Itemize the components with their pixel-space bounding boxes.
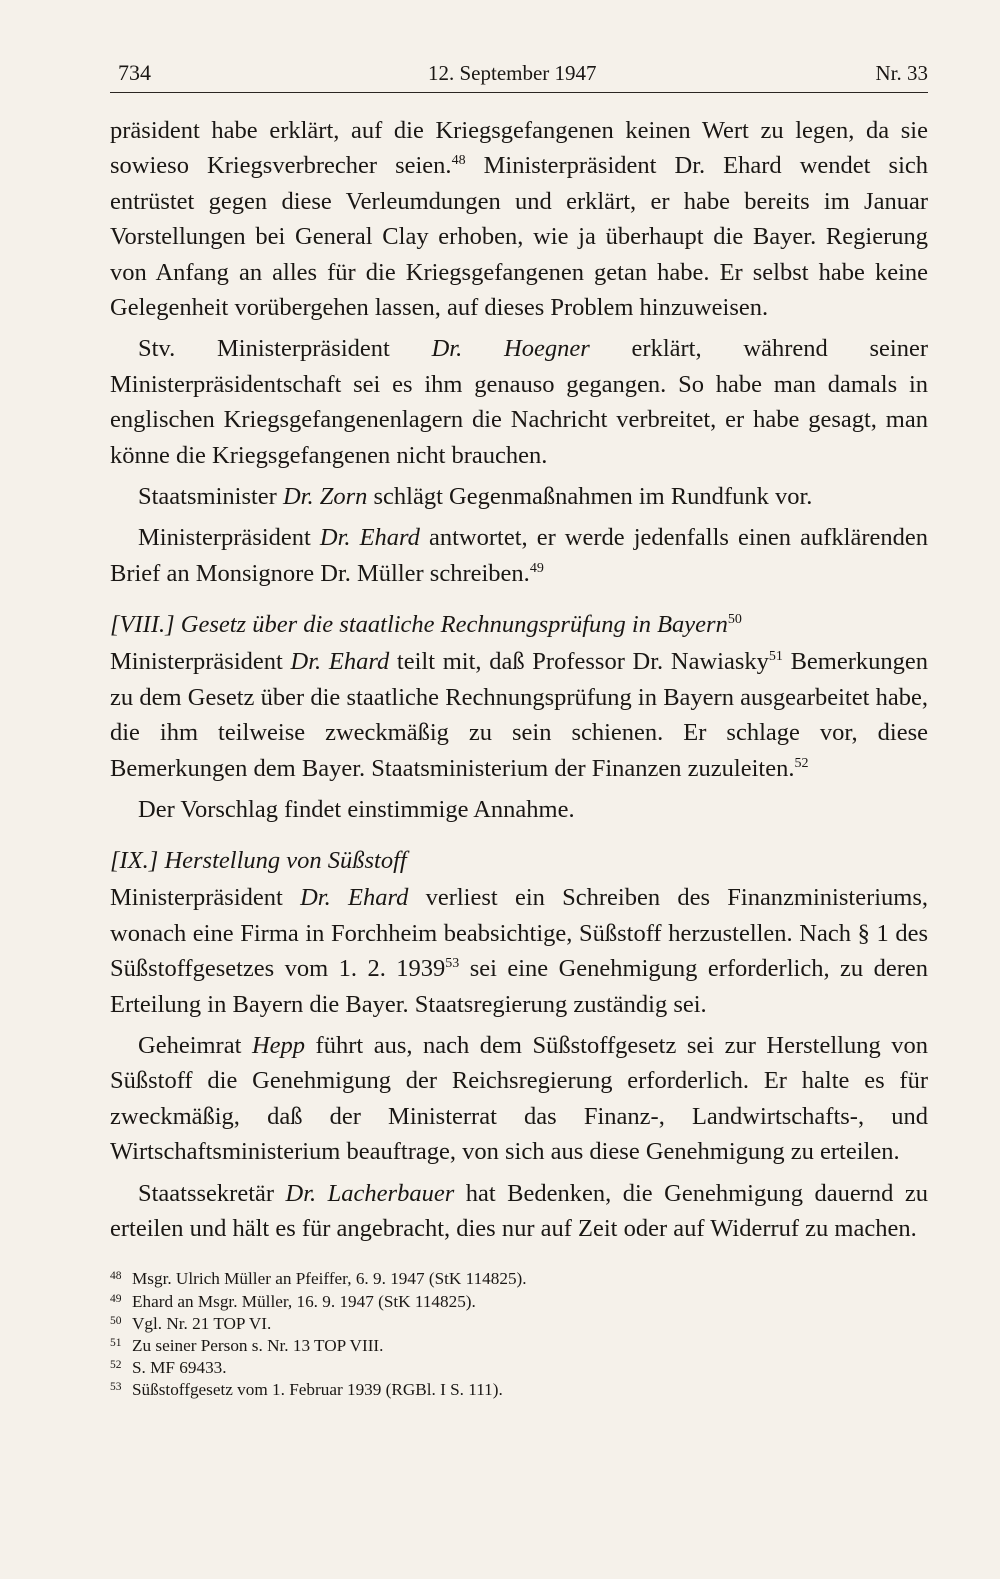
footnote-ref: 53 [445,956,460,972]
paragraph: präsident habe erklärt, auf die Kriegsgefangenen keinen Wert zu legen, da sie sowieso Kriegsverbrecher seien.$^{48}$ Ministerpräsident Dr. Ehard wendet sich entrüstet gegen diese Verleumdungen und erklärt, er habe bereits im Januar Vorstellungen bei General Clay erhoben, wie ja überhaupt die Bayer. Regierung von Anfang an alles für die Kriegsgefangenen getan habe. Er selbst habe keine Gelegenheit vorübergehen lassen, auf dieses Problem hinzuweisen. [110,117,928,322]
speaker-name: Hepp [251,1031,306,1059]
footnote-text: Msgr. Ulrich Müller an Pfeiffer, 6. 9. 1947 (StK 114825). [132,1269,527,1289]
header-date: 12. September 1947 [428,61,597,85]
speaker-name: Dr. Zorn [282,483,368,511]
footnote [110,1379,928,1401]
section-number: [IX.] [110,847,159,875]
footnote-number: 49 [110,1292,122,1305]
footnote [110,1291,928,1313]
footnote-ref: 51 [768,649,783,665]
section-title: Gesetz über die staatliche Rechnungsprüfung in Bayern [180,611,728,639]
paragraph: Geheimrat Hepp führt aus, nach dem Süßstoffgesetz sei zur Herstellung von Süßstoff die Genehmigung der Reichsregierung erforderlich. Er halte es für zweckmäßig, daß der Ministerrat das Finanz-, Landwirtschafts-, und Wirtschaftsministerium beauftrage, von sich aus diese Genehmigung zu erteilen. [110,1031,928,1166]
running-header [110,52,928,93]
footnote-text: Süßstoffgesetz vom 1. Februar 1939 (RGBl. I S. 111). [132,1380,503,1400]
section-heading-viii [110,607,928,642]
speaker-name: Dr. Hoegner [431,335,590,363]
main-text [110,113,928,1246]
footnote [110,1268,928,1290]
footnote-text: Zu seiner Person s. Nr. 13 TOP VIII. [132,1335,384,1355]
section-heading-ix [110,843,928,878]
speaker-name: Dr. Lacherbauer [285,1179,455,1207]
footnote-number: 53 [110,1381,122,1394]
issue-number: Nr. 33 [875,61,928,85]
footnote-ref: 49 [529,560,544,576]
paragraph: Stv. Ministerpräsident Dr. Hoegner erklärt, während seiner Ministerpräsidentschaft sei es ihm genauso gegangen. So habe man damals in englischen Kriegsgefangenenlagern die Nachricht verbreitet, er habe gesagt, man könne die Kriegsgefangenen nicht brauchen. [110,335,929,469]
page-number: 734 [118,60,151,85]
footnote [110,1313,928,1335]
footnote-ref: 52 [794,755,809,771]
footnote [110,1357,928,1379]
paragraph: Ministerpräsident Dr. Ehard antwortet, er werde jedenfalls einen aufklärenden Brief an Monsignore Dr. Müller schreiben.$^{49}$ [110,524,928,587]
footnote-ref: 48 [451,153,466,169]
footnote-number: 52 [110,1359,122,1372]
paragraph: Ministerpräsident Dr. Ehard verliest ein Schreiben des Finanzministeriums, wonach eine Firma in Forchheim beabsichtige, Süßstoff herzustellen. Nach § 1 des Süßstoffgesetzes vom 1. 2. 1939$^{53}$ sei eine Genehmigung erforderlich, zu deren Erteilung in Bayern die Bayer. Staatsregierung zuständig sei. [110,884,929,1018]
speaker-name: Dr. Ehard [319,524,420,552]
footnote-number: 48 [110,1270,122,1283]
footnote-text: S. MF 69433. [132,1358,227,1378]
footnote-ref: 50 [727,612,742,628]
footnote-number: 51 [110,1336,122,1349]
footnote [110,1335,928,1357]
paragraph: Ministerpräsident Dr. Ehard teilt mit, daß Professor Dr. Nawiasky$^{51}$ Bemerkungen zu dem Gesetz über die staatliche Rechnungsprüfung in Bayern ausgearbeitet habe, die ihm teilweise zweckmäßig zu sein schienen. Er schlage vor, diese Bemerkungen dem Bayer. Staatsministerium der Finanzen zuzuleiten.$^{52}$ [110,648,928,782]
section-title: Herstellung von Süßstoff [164,847,407,875]
footnote-text: Vgl. Nr. 21 TOP VI. [132,1313,272,1333]
speaker-name: Dr. Ehard [300,884,409,912]
footnote-number: 50 [110,1314,122,1327]
speaker-name: Dr. Ehard [290,648,390,676]
footnotes [110,1268,928,1401]
footnote-text: Ehard an Msgr. Müller, 16. 9. 1947 (StK 114825). [132,1291,476,1311]
paragraph: Der Vorschlag findet einstimmige Annahme. [138,795,575,823]
paragraph: Staatssekretär Dr. Lacherbauer hat Bedenken, die Genehmigung dauernd zu erteilen und hält es für angebracht, dies nur auf Zeit oder auf Widerruf zu machen. [110,1179,928,1242]
section-number: [VIII.] [110,611,175,639]
paragraph: Staatsminister Dr. Zorn schlägt Gegenmaßnahmen im Rundfunk vor. [138,483,813,511]
